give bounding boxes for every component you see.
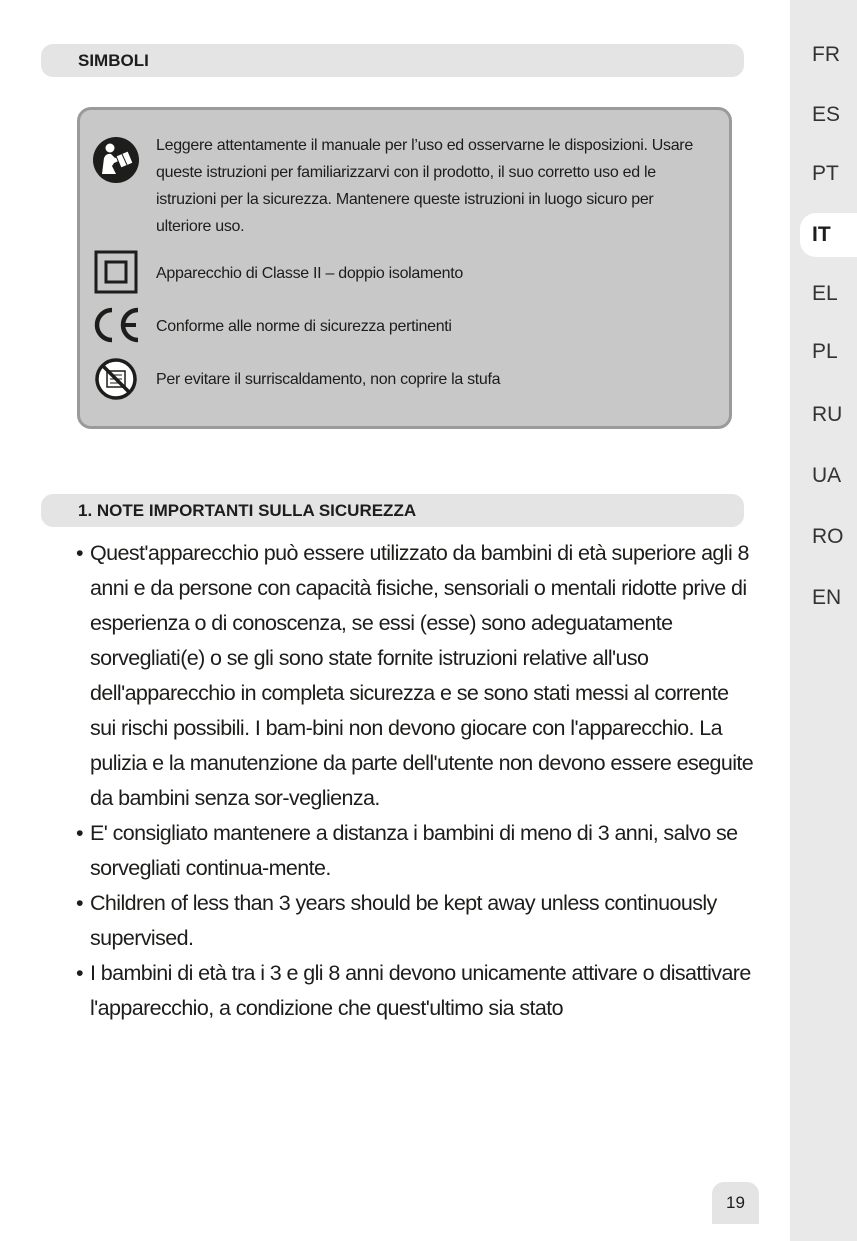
ce-mark-icon [88,305,144,345]
symbol-text-ce: Conforme alle norme di sicurezza pertinenti [156,318,452,335]
safety-section-header [41,494,744,527]
symbol-text-manual: Leggere attentamente il manuale per l’uso ed osservarne le disposizioni. Usare queste istruzioni per familiarizzarvi con il prodotto, il suo corretto uso ed le istruzioni per la sicurezza. Mantenere queste istruzioni in luogo sicuro per ulteriore uso. [156,137,693,235]
list-item: • I bambini di età tra i 3 e gli 8 anni devono unicamente attivare o disattivare l'apparecchio, a condizione che quest'ultimo sia stato [76,956,756,1026]
class-ii-icon [94,250,138,294]
language-tab-es[interactable]: ES [812,103,841,126]
language-tab-ua[interactable]: UA [812,464,842,487]
language-sidebar [790,0,857,1241]
symbols-section-header [41,44,744,77]
list-item: • Children of less than 3 years should be kept away unless continuously supervised. [76,886,756,956]
language-tab-fr[interactable]: FR [812,43,840,66]
read-manual-icon [92,136,140,184]
symbol-text-class-ii: Apparecchio di Classe II – doppio isolamento [156,265,463,282]
list-item: • Quest'apparecchio può essere utilizzato da bambini di età superiore agli 8 anni e da persone con capacità fisiche, sensoriali o mentali ridotte prive di esperienza o di conoscenza, se essi (esse) sono adeguatamente sorvegliati(e) o se gli sono state fornite istruzioni relative all'uso dell'apparecchio in completa sicurezza e se sono stati messi al corrente sui rischi possibili. I bam-bini non devono giocare con l'apparecchio. La pulizia e la manutenzione da parte dell'utente non devono essere eseguite da bambini senza sor-veglienza. [76,536,756,816]
page-number: 19 [712,1182,759,1224]
do-not-cover-icon [94,357,138,401]
language-tab-pt[interactable]: PT [812,162,839,185]
language-tab-ro[interactable]: RO [812,525,844,548]
symbols-section-title: SIMBOLI [78,51,149,70]
symbol-text-do-not-cover: Per evitare il surriscaldamento, non coprire la stufa [156,371,501,388]
safety-bullet-list [76,536,756,1026]
symbols-box [77,107,732,429]
language-tab-ru[interactable]: RU [812,403,843,426]
language-tab-en[interactable]: EN [812,586,842,609]
language-tab-it[interactable]: IT [800,213,857,257]
language-tab-pl[interactable]: PL [812,340,838,363]
safety-section-title: 1. NOTE IMPORTANTI SULLA SICUREZZA [78,501,417,520]
language-tab-el[interactable]: EL [812,282,838,305]
list-item: • E' consigliato mantenere a distanza i bambini di meno di 3 anni, salvo se sorvegliati continua-mente. [76,816,756,886]
